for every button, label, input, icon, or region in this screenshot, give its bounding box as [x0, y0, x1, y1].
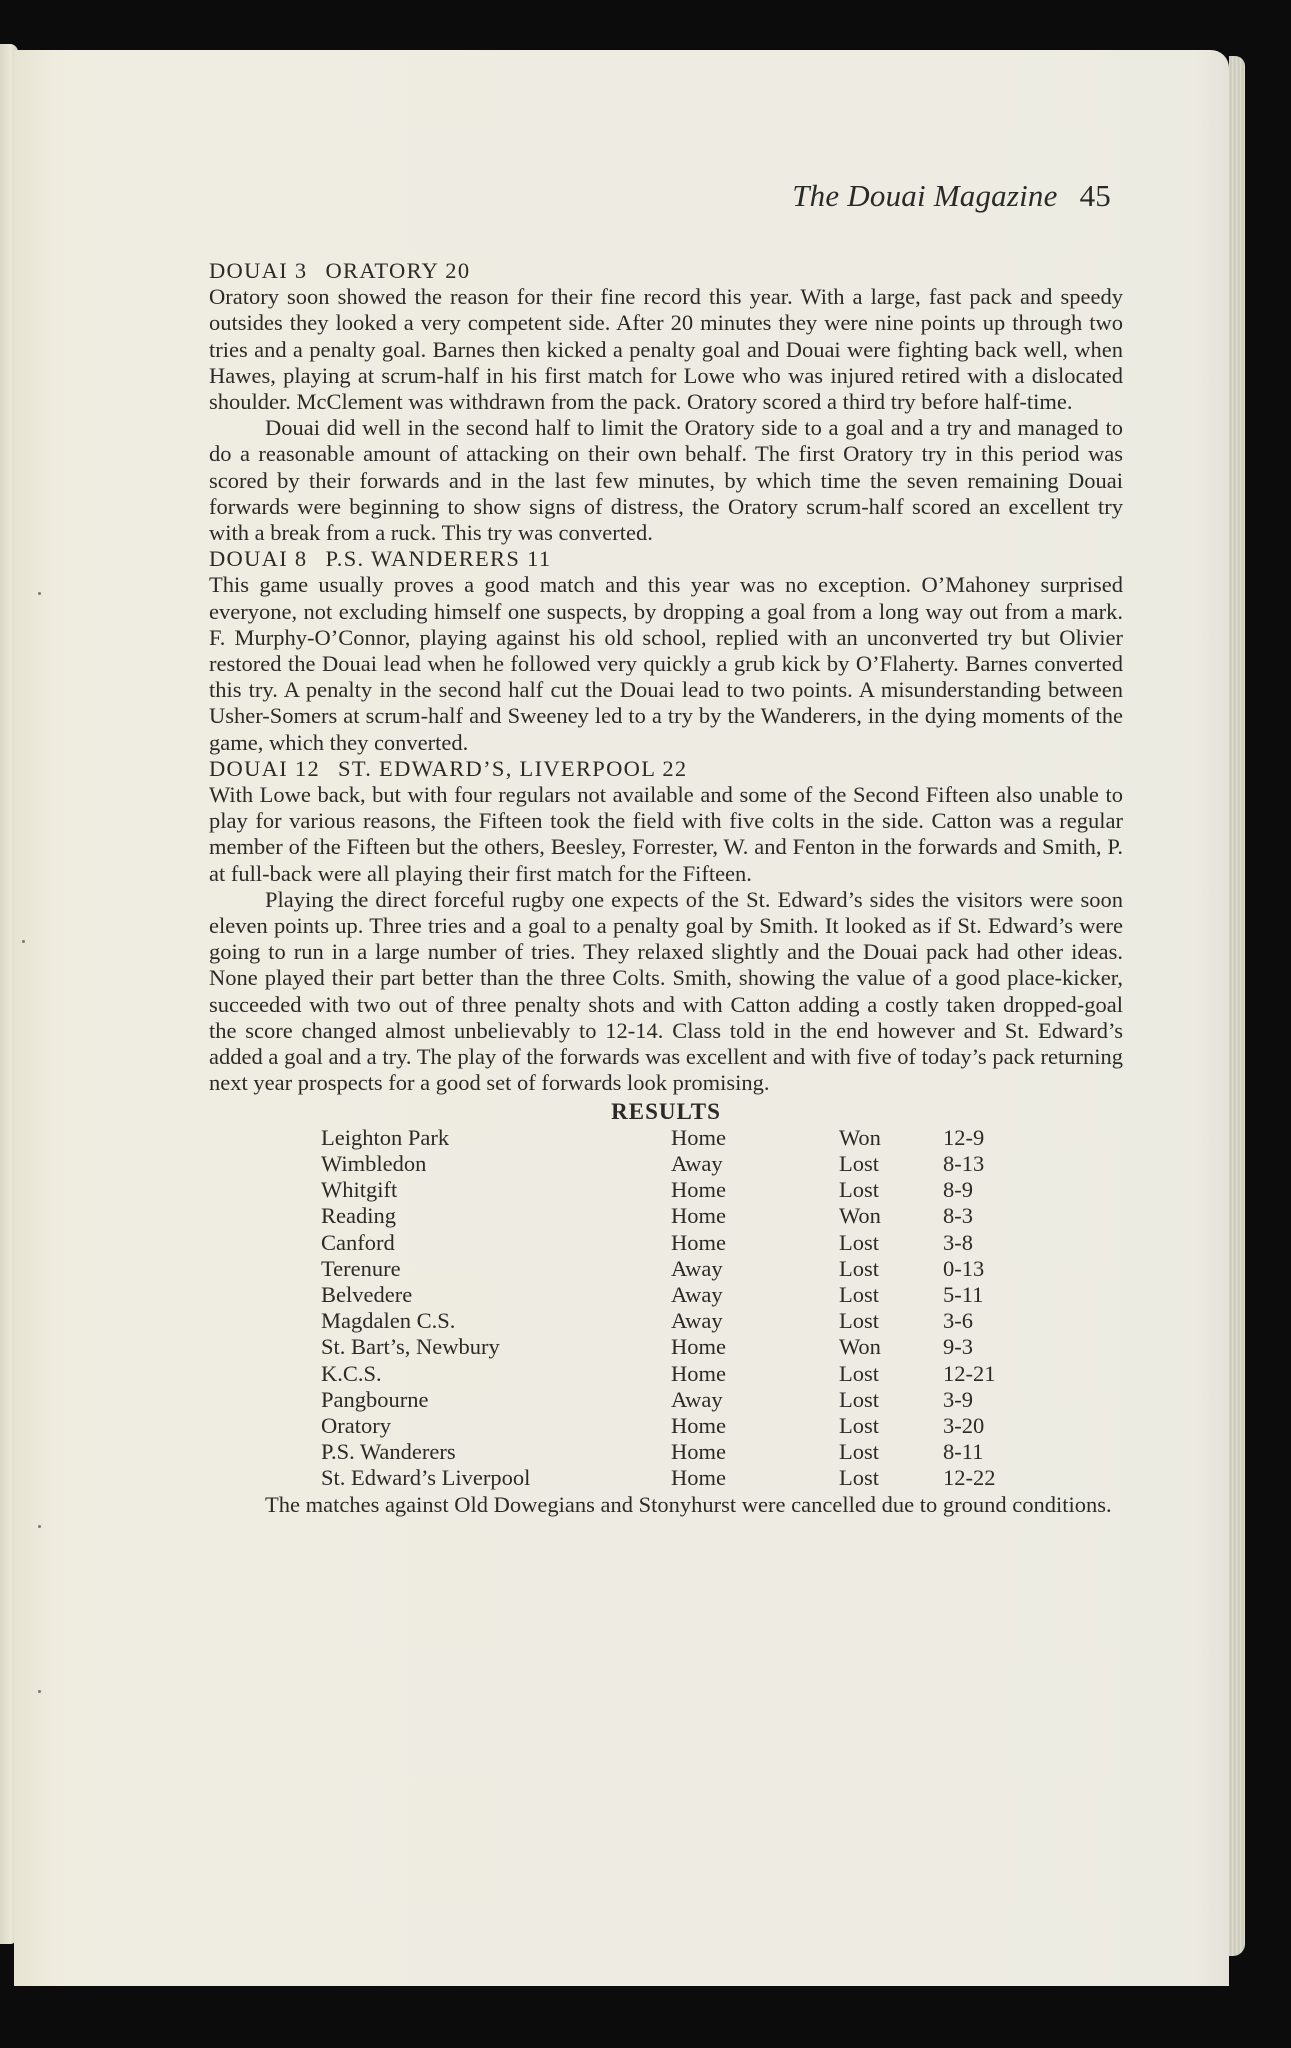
match-score: 12-9 — [943, 1124, 985, 1150]
match-score: 8-13 — [943, 1150, 985, 1176]
venue: Home — [671, 1412, 726, 1438]
opponent-name: Terenure — [321, 1255, 401, 1281]
cancelled-matches-note: The matches against Old Dowegians and Stonyhurst were cancelled due to ground conditions. — [265, 1491, 1112, 1517]
home-score: DOUAI 8 — [209, 546, 308, 572]
match-report-ps-wanderers — [209, 546, 1123, 756]
venue: Home — [671, 1465, 726, 1491]
away-score: ST. EDWARD’S, LIVERPOOL 22 — [338, 755, 688, 781]
venue: Home — [671, 1177, 726, 1203]
match-report-st-edwards — [209, 756, 1123, 1097]
opponent-name: St. Bart’s, Newbury — [321, 1334, 500, 1360]
match-score: 5-11 — [943, 1281, 984, 1307]
results-row — [321, 1334, 1043, 1360]
paragraph: Playing the direct forceful rugby one expects of the St. Edward’s sides the visitors were soon eleven points up. Three tries and a goal to a penalty goal by Smith. It looked as if St. Edward’s were going to run in a large number of tries. They relaxed slightly and the Douai pack had other ideas. None played their part better than the three Colts. Smith, showing the value of a good place-kicker, succeeded with two out of three penalty shots and with Catton adding a costly taken dropped-goal the score changed almost unbelievably to 12-14. Class told in the end however and St. Edward’s added a goal and a try. The play of the forwards was excellent and with five of today’s pack returning next year prospects for a good set of forwards look promising. — [209, 886, 1123, 1096]
opponent-name: Reading — [321, 1203, 396, 1229]
away-score: P.S. WANDERERS 11 — [325, 546, 552, 572]
venue: Away — [671, 1150, 723, 1176]
match-score: 9-3 — [943, 1334, 973, 1360]
results-row — [321, 1230, 1043, 1256]
match-score: 8-9 — [943, 1177, 973, 1203]
article-body — [209, 258, 1123, 1518]
margin-mark — [22, 940, 25, 943]
match-result: Lost — [839, 1439, 880, 1465]
venue: Home — [671, 1203, 726, 1229]
page-edges-stack — [1229, 56, 1245, 1956]
venue: Home — [671, 1360, 726, 1386]
match-score: 3-6 — [943, 1308, 973, 1334]
match-score: 8-11 — [943, 1439, 984, 1465]
match-score: 12-21 — [943, 1360, 996, 1386]
match-result: Lost — [839, 1255, 880, 1281]
margin-mark — [38, 1690, 41, 1693]
opponent-name: Magdalen C.S. — [321, 1308, 456, 1334]
results-row — [321, 1203, 1043, 1229]
results-row — [321, 1282, 1043, 1308]
margin-mark — [38, 1525, 41, 1528]
results-row — [321, 1439, 1043, 1465]
match-result: Lost — [839, 1177, 880, 1203]
venue: Home — [671, 1124, 726, 1150]
opponent-name: St. Edward’s Liverpool — [321, 1465, 531, 1491]
results-row — [321, 1125, 1043, 1151]
match-result: Lost — [839, 1412, 880, 1438]
venue: Away — [671, 1386, 723, 1412]
match-result: Won — [839, 1124, 881, 1150]
results-row — [321, 1465, 1043, 1491]
away-score: ORATORY 20 — [325, 258, 471, 283]
match-heading — [209, 756, 1123, 782]
results-row — [321, 1308, 1043, 1334]
match-result: Lost — [839, 1465, 880, 1491]
opponent-name: P.S. Wanderers — [321, 1439, 456, 1465]
venue: Away — [671, 1281, 723, 1307]
opponent-name: Pangbourne — [321, 1386, 429, 1412]
opponent-name: Leighton Park — [321, 1124, 450, 1150]
opponent-name: Canford — [321, 1229, 395, 1255]
margin-mark — [38, 592, 41, 595]
venue: Home — [671, 1229, 726, 1255]
match-report-oratory — [209, 258, 1123, 546]
venue: Away — [671, 1308, 723, 1334]
venue: Home — [671, 1439, 726, 1465]
match-heading — [209, 546, 1123, 572]
paragraph: Douai did well in the second half to limit the Oratory side to a goal and a try and managed to do a reasonable amount of attacking on their own behalf. The first Oratory try in this period was scored by their forwards and in the last few minutes, by which time the seven remaining Douai forwards were beginning to show signs of distress, the Oratory scrum-half scored an excellent try with a break from a ruck. This try was converted. — [209, 415, 1123, 546]
results-row — [321, 1387, 1043, 1413]
match-result: Lost — [839, 1308, 880, 1334]
match-score: 3-8 — [943, 1229, 973, 1255]
page-number: 45 — [1079, 178, 1111, 213]
results-heading: RESULTS — [611, 1098, 721, 1124]
paragraph: Oratory soon showed the reason for their fine record this year. With a large, fast pack and speedy outsides they looked a very competent side. After 20 minutes they were nine points up through two tries and a penalty goal. Barnes then kicked a penalty goal and Douai were fighting back well, when Hawes, playing at scrum-half in his first match for Lowe who was injured retired with a dislocated shoulder. McClement was withdrawn from the pack. Oratory scored a third try before half-time. — [209, 284, 1123, 415]
match-score: 0-13 — [943, 1255, 985, 1281]
paragraph: This game usually proves a good match and this year was no exception. O’Mahoney surprised everyone, not excluding himself one suspects, by dropping a goal from a long way out from a mark. F. Murphy-O’Connor, playing against his old school, replied with an unconverted try but Olivier restored the Douai lead when he followed very quickly a grub kick by O’Flaherty. Barnes converted this try. A penalty in the second half cut the Douai lead to two points. A misunderstanding between Usher-Somers at scrum-half and Sweeney led to a try by the Wanderers, in the dying moments of the game, which they converted. — [209, 572, 1123, 755]
opponent-name: K.C.S. — [321, 1360, 382, 1386]
results-row — [321, 1151, 1043, 1177]
match-score: 12-22 — [943, 1465, 996, 1491]
match-score: 3-9 — [943, 1386, 973, 1412]
results-row — [321, 1177, 1043, 1203]
match-result: Won — [839, 1334, 881, 1360]
match-heading — [209, 258, 1123, 284]
paragraph: With Lowe back, but with four regulars not available and some of the Second Fifteen also unable to play for various reasons, the Fifteen took the field with five colts in the side. Catton was a regular member of the Fifteen but the others, Beesley, Forrester, W. and Fenton in the forwards and Smith, P. at full-back were all playing their first match for the Fifteen. — [209, 782, 1123, 886]
opponent-name: Wimbledon — [321, 1150, 427, 1176]
opponent-name: Oratory — [321, 1412, 391, 1438]
results-row — [321, 1256, 1043, 1282]
opponent-name: Belvedere — [321, 1281, 413, 1307]
match-score: 8-3 — [943, 1203, 973, 1229]
venue: Home — [671, 1334, 726, 1360]
opponent-name: Whitgift — [321, 1177, 398, 1203]
match-score: 3-20 — [943, 1412, 985, 1438]
match-result: Lost — [839, 1360, 880, 1386]
results-row — [321, 1413, 1043, 1439]
running-head — [792, 178, 1111, 214]
venue: Away — [671, 1255, 723, 1281]
match-result: Won — [839, 1203, 881, 1229]
match-result: Lost — [839, 1386, 880, 1412]
match-result: Lost — [839, 1229, 880, 1255]
home-score: DOUAI 12 — [209, 755, 321, 781]
match-result: Lost — [839, 1281, 880, 1307]
publication-title: The Douai Magazine — [792, 178, 1058, 213]
match-result: Lost — [839, 1150, 880, 1176]
home-score: DOUAI 3 — [209, 258, 308, 283]
results-row — [321, 1361, 1043, 1387]
results-table — [321, 1125, 1043, 1492]
